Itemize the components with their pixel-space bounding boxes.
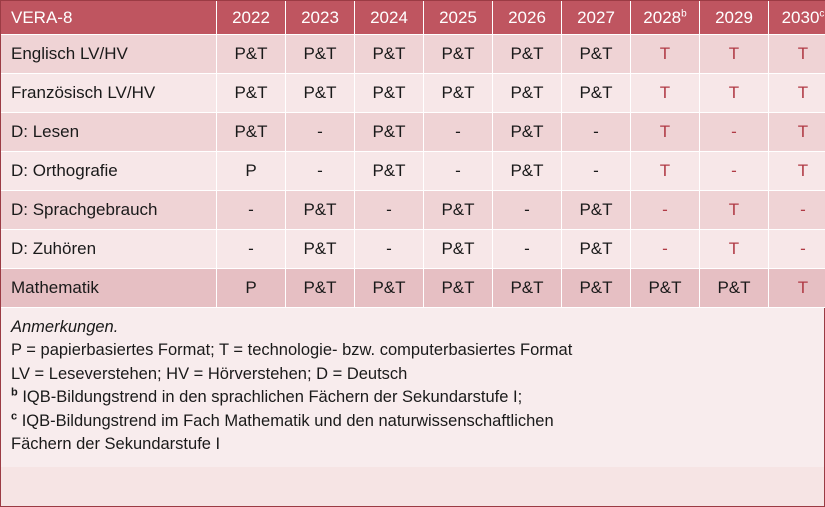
table-row xyxy=(1,191,825,230)
vera8-schedule-table xyxy=(1,1,825,308)
row-label-franzoesisch: Französisch LV/HV xyxy=(1,74,217,113)
table-corner-label: VERA-8 xyxy=(1,1,217,35)
cell: - xyxy=(355,230,424,269)
cell: T xyxy=(700,191,769,230)
cell: P&T xyxy=(424,191,493,230)
cell: P&T xyxy=(217,113,286,152)
column-header-year: 2025 xyxy=(439,7,477,27)
cell: P&T xyxy=(424,269,493,308)
table-row xyxy=(1,74,825,113)
cell: T xyxy=(769,74,825,113)
cell: - xyxy=(286,113,355,152)
cell: P&T xyxy=(631,269,700,308)
cell: - xyxy=(286,152,355,191)
notes-line-footnote-c xyxy=(11,410,814,433)
cell: P&T xyxy=(424,35,493,74)
cell: - xyxy=(562,113,631,152)
row-label-mathematik: Mathematik xyxy=(1,269,217,308)
cell: P&T xyxy=(493,74,562,113)
cell: P&T xyxy=(700,269,769,308)
column-header-2027 xyxy=(562,1,631,35)
notes-line-formats: P = papierbasiertes Format; T = technologie- bzw. computerbasiertes Format xyxy=(11,341,573,360)
cell: - xyxy=(769,230,825,269)
table-row xyxy=(1,152,825,191)
cell: T xyxy=(700,74,769,113)
cell: T xyxy=(700,230,769,269)
column-header-2028 xyxy=(631,1,700,35)
row-label-lesen: D: Lesen xyxy=(1,113,217,152)
cell: P&T xyxy=(355,152,424,191)
notes-line-footnote-c-cont: Fächern der Sekundarstufe I xyxy=(11,435,221,454)
cell: T xyxy=(769,152,825,191)
cell: P&T xyxy=(424,230,493,269)
column-header-year: 2029 xyxy=(715,7,753,27)
cell: P xyxy=(217,152,286,191)
cell: - xyxy=(493,230,562,269)
row-label-zuhoeren: D: Zuhören xyxy=(1,230,217,269)
column-header-year: 2027 xyxy=(577,7,615,27)
table-row xyxy=(1,113,825,152)
cell: P&T xyxy=(355,269,424,308)
cell: - xyxy=(217,191,286,230)
cell: P&T xyxy=(286,191,355,230)
cell: P&T xyxy=(562,269,631,308)
table-header xyxy=(1,1,825,35)
column-header-year: 2026 xyxy=(508,7,546,27)
cell: P&T xyxy=(424,74,493,113)
cell: T xyxy=(631,35,700,74)
cell: - xyxy=(355,191,424,230)
footnote-marker-c: c xyxy=(819,7,825,19)
cell: P xyxy=(217,269,286,308)
row-label-englisch: Englisch LV/HV xyxy=(1,35,217,74)
cell: T xyxy=(700,35,769,74)
cell: P&T xyxy=(562,230,631,269)
cell: P&T xyxy=(562,35,631,74)
cell: - xyxy=(631,191,700,230)
column-header-2025 xyxy=(424,1,493,35)
table-row xyxy=(1,230,825,269)
table-row xyxy=(1,269,825,308)
column-header-2030 xyxy=(769,1,825,35)
column-header-year: 2028 xyxy=(643,7,682,27)
notes-heading: Anmerkungen. xyxy=(11,318,119,336)
table-header-row xyxy=(1,1,825,35)
cell: P&T xyxy=(217,74,286,113)
column-header-year: 2024 xyxy=(370,7,408,27)
column-header-2024 xyxy=(355,1,424,35)
footnote-marker-b: b xyxy=(681,7,687,19)
cell: P&T xyxy=(355,74,424,113)
cell: P&T xyxy=(355,35,424,74)
cell: P&T xyxy=(286,74,355,113)
cell: P&T xyxy=(493,35,562,74)
cell: P&T xyxy=(493,113,562,152)
cell: - xyxy=(424,152,493,191)
footnote-text-b: IQB-Bildungstrend in den sprachlichen Fächern der Sekundarstufe I; xyxy=(17,388,523,407)
cell: - xyxy=(700,152,769,191)
cell: T xyxy=(631,113,700,152)
notes-line-footnote-b xyxy=(11,386,814,409)
cell: T xyxy=(631,74,700,113)
column-header-2026 xyxy=(493,1,562,35)
cell: - xyxy=(217,230,286,269)
cell: P&T xyxy=(493,152,562,191)
column-header-2022 xyxy=(217,1,286,35)
cell: P&T xyxy=(562,191,631,230)
cell: - xyxy=(700,113,769,152)
cell: T xyxy=(769,113,825,152)
column-header-year: 2022 xyxy=(232,7,270,27)
cell: P&T xyxy=(286,35,355,74)
table-row xyxy=(1,35,825,74)
cell: - xyxy=(562,152,631,191)
cell: P&T xyxy=(355,113,424,152)
table-notes xyxy=(1,308,824,467)
cell: P&T xyxy=(286,230,355,269)
column-header-year: 2030 xyxy=(781,7,820,27)
column-header-2023 xyxy=(286,1,355,35)
cell: T xyxy=(769,35,825,74)
footnote-text-c: IQB-Bildungstrend im Fach Mathematik und den naturwissenschaftlichen xyxy=(17,411,554,430)
cell: P&T xyxy=(286,269,355,308)
cell: - xyxy=(424,113,493,152)
cell: - xyxy=(631,230,700,269)
column-header-2029 xyxy=(700,1,769,35)
cell: T xyxy=(631,152,700,191)
row-label-orthografie: D: Orthografie xyxy=(1,152,217,191)
cell: - xyxy=(493,191,562,230)
cell: P&T xyxy=(493,269,562,308)
table-body xyxy=(1,35,825,308)
cell: P&T xyxy=(217,35,286,74)
footnote-marker-c: c xyxy=(11,410,18,423)
row-label-sprachgebrauch: D: Sprachgebrauch xyxy=(1,191,217,230)
footnote-marker-b: b xyxy=(11,386,18,399)
cell: - xyxy=(769,191,825,230)
cell: T xyxy=(769,269,825,308)
cell: P&T xyxy=(562,74,631,113)
column-header-year: 2023 xyxy=(301,7,339,27)
notes-line-abbreviations: LV = Leseverstehen; HV = Hörverstehen; D = Deutsch xyxy=(11,364,408,383)
